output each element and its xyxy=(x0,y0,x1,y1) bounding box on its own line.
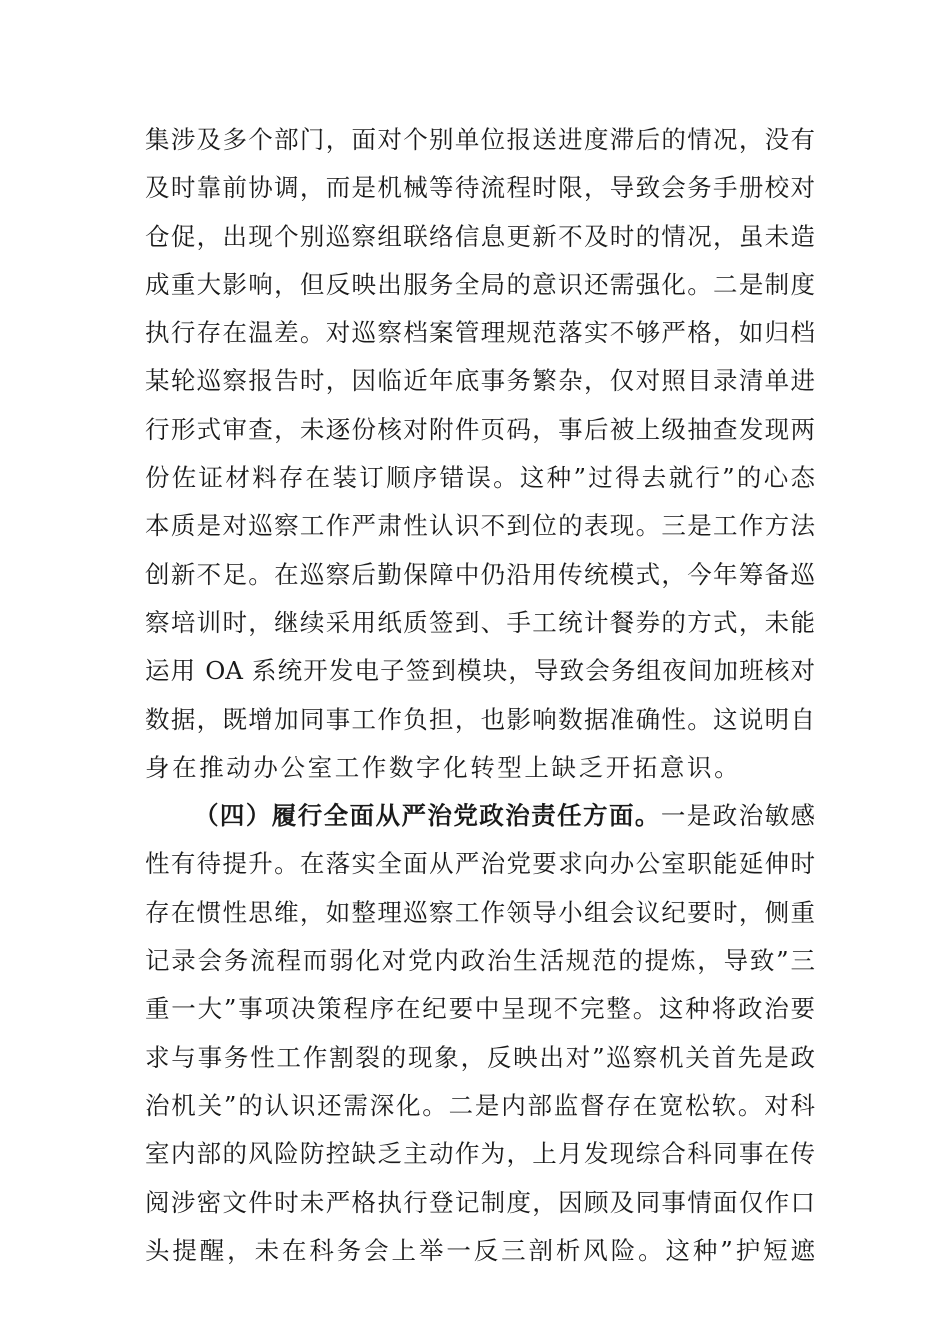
text-line: 创新不足。在巡察后勤保障中仍沿用传统模式，今年筹备巡 xyxy=(145,559,815,589)
text-line: 求与事务性工作割裂的现象，反映出对”巡察机关首先是政 xyxy=(145,1042,815,1072)
text-line: 执行存在温差。对巡察档案管理规范落实不够严格，如归档 xyxy=(145,318,815,348)
text-line: 本质是对巡察工作严肃性认识不到位的表现。三是工作方法 xyxy=(145,511,815,541)
text-line: 存在惯性思维，如整理巡察工作领导小组会议纪要时，侧重 xyxy=(145,897,815,927)
text-line: 室内部的风险防控缺乏主动作为，上月发现综合科同事在传 xyxy=(145,1139,815,1169)
text-line: 记录会务流程而弱化对党内政治生活规范的提炼，导致”三 xyxy=(145,946,815,976)
text-line: 数据，既增加同事工作负担，也影响数据准确性。这说明自 xyxy=(145,704,815,734)
text-line: 头提醒，未在科务会上举一反三剖析风险。这种”护短遮 xyxy=(145,1235,815,1265)
text-line: 身在推动办公室工作数字化转型上缺乏开拓意识。 xyxy=(145,752,742,782)
body-text xyxy=(145,116,815,1275)
text-line: 及时靠前协调，而是机械等待流程时限，导致会务手册校对 xyxy=(145,173,815,203)
text-line: 阅涉密文件时未严格执行登记制度，因顾及同事情面仅作口 xyxy=(145,1187,815,1217)
text-line: 行形式审查，未逐份核对附件页码，事后被上级抽查发现两 xyxy=(145,414,815,444)
text-line: 份佐证材料存在装订顺序错误。这种”过得去就行”的心态 xyxy=(145,463,815,493)
text-line: 集涉及多个部门，面对个别单位报送进度滞后的情况，没有 xyxy=(145,125,815,154)
text-line: 性有待提升。在落实全面从严治党要求向办公室职能延伸时 xyxy=(145,849,815,879)
section-heading: （四）履行全面从严治党政治责任方面。 xyxy=(194,801,661,831)
text-line: 仓促，出现个别巡察组联络信息更新不及时的情况，虽未造 xyxy=(145,221,815,251)
text-line: 察培训时，继续采用纸质签到、手工统计餐券的方式，未能 xyxy=(145,607,815,637)
text-line: 重一大”事项决策程序在纪要中呈现不完整。这种将政治要 xyxy=(145,994,815,1024)
section-first-line xyxy=(145,792,815,840)
text-line: 运用 OA 系统开发电子签到模块，导致会务组夜间加班核对 xyxy=(145,656,815,686)
section-first-line-text: 一是政治敏感 xyxy=(660,801,816,831)
text-line: 成重大影响，但反映出服务全局的意识还需强化。二是制度 xyxy=(145,269,815,299)
text-line: 某轮巡察报告时，因临近年底事务繁杂，仅对照目录清单进 xyxy=(145,366,815,396)
text-line: 治机关”的认识还需深化。二是内部监督存在宽松软。对科 xyxy=(145,1090,815,1120)
